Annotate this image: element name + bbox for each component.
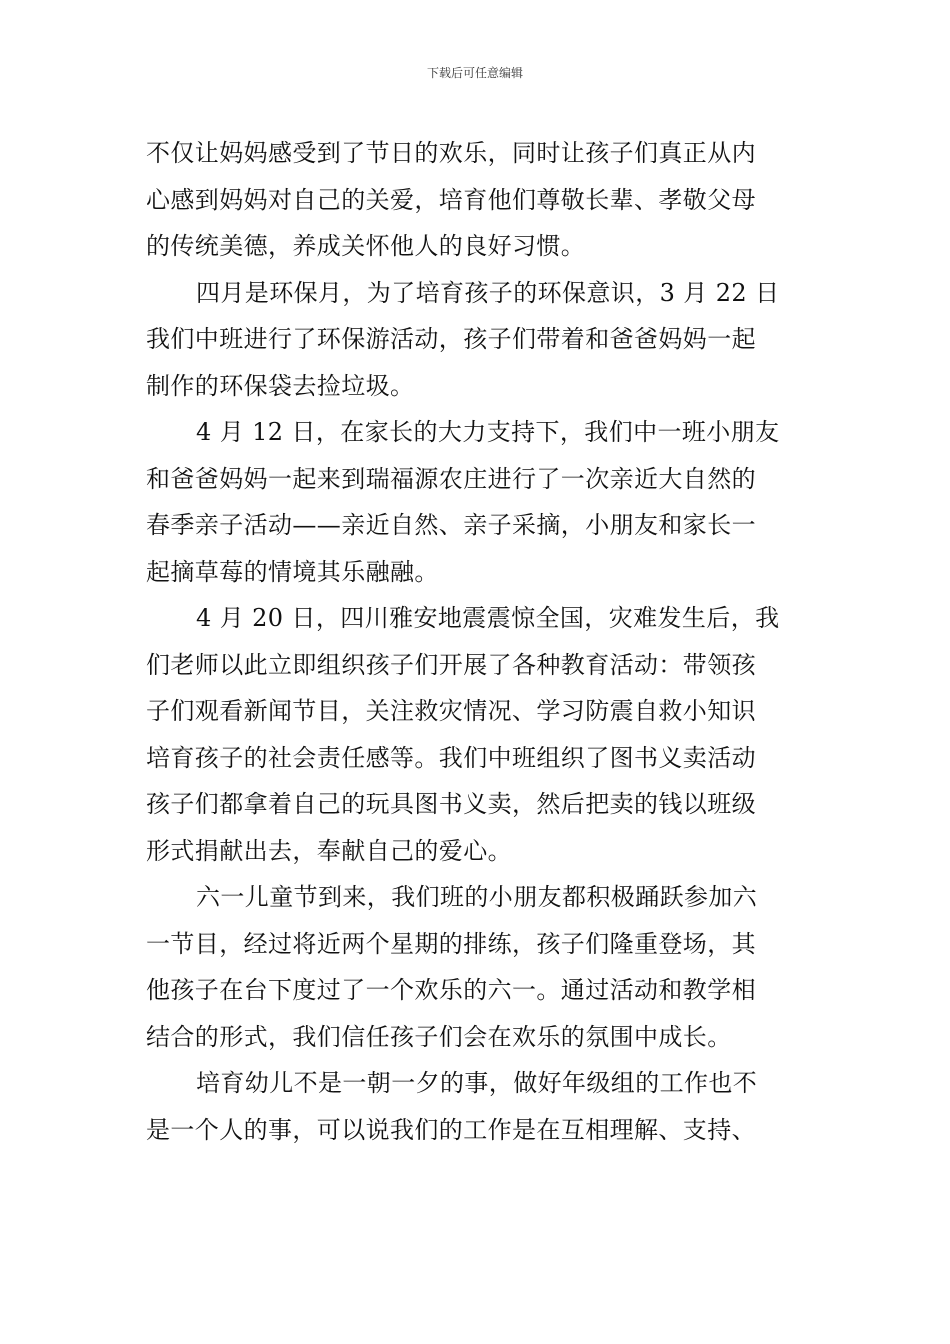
text-line-2: 心感到妈妈对自己的关爱，培育他们尊敬长辈、孝敬父母 xyxy=(146,185,756,214)
text-line-22: 是一个人的事，可以说我们的工作是在互相理解、支持、 xyxy=(146,1115,756,1144)
text-line-16: 形式捐献出去，奉献自己的爱心。 xyxy=(146,836,512,865)
text-line-11: 4 月 20 日，四川雅安地震震惊全国，灾难发生后，我 xyxy=(196,604,780,632)
text-line-3: 的传统美德，养成关怀他人的良好习惯。 xyxy=(146,232,586,260)
text-line-15: 孩子们都拿着自己的玩具图书义卖，然后把卖的钱以班级 xyxy=(146,790,756,818)
text-line-1: 不仅让妈妈感受到了节日的欢乐，同时让孩子们真正从内 xyxy=(146,139,756,167)
text-line-17: 六一儿童节到来，我们班的小朋友都积极踊跃参加六 xyxy=(196,883,758,911)
text-line-7: 4 月 12 日，在家长的大力支持下，我们中一班小朋友 xyxy=(196,418,780,446)
text-line-19: 他孩子在台下度过了一个欢乐的六一。通过活动和教学相 xyxy=(146,976,756,1004)
text-line-4: 四月是环保月，为了培育孩子的环保意识，3 月 22 日 xyxy=(196,278,780,307)
text-line-5: 我们中班进行了环保游活动，孩子们带着和爸爸妈妈一起 xyxy=(146,325,756,353)
text-line-20: 结合的形式，我们信任孩子们会在欢乐的氛围中成长。 xyxy=(146,1022,732,1051)
text-line-14: 培育孩子的社会责任感等。我们中班组织了图书义卖活动 xyxy=(146,743,756,772)
text-line-21: 培育幼儿不是一朝一夕的事，做好年级组的工作也不 xyxy=(196,1069,758,1097)
text-line-6: 制作的环保袋去捡垃圾。 xyxy=(146,371,415,400)
page-header: 下载后可任意编辑 xyxy=(426,66,523,80)
text-line-8: 和爸爸妈妈一起来到瑞福源农庄进行了一次亲近大自然的 xyxy=(146,464,756,493)
text-line-13: 子们观看新闻节目，关注救灾情况、学习防震自救小知识 xyxy=(146,697,756,725)
text-line-10: 起摘草莓的情境其乐融融。 xyxy=(146,557,439,586)
text-line-9: 春季亲子活动——亲近自然、亲子采摘，小朋友和家长一 xyxy=(146,511,756,539)
text-line-18: 一节目，经过将近两个星期的排练，孩子们隆重登场，其 xyxy=(146,929,756,958)
document-body xyxy=(146,130,810,1153)
text-line-12: 们老师以此立即组织孩子们开展了各种教育活动：带领孩 xyxy=(146,650,756,679)
